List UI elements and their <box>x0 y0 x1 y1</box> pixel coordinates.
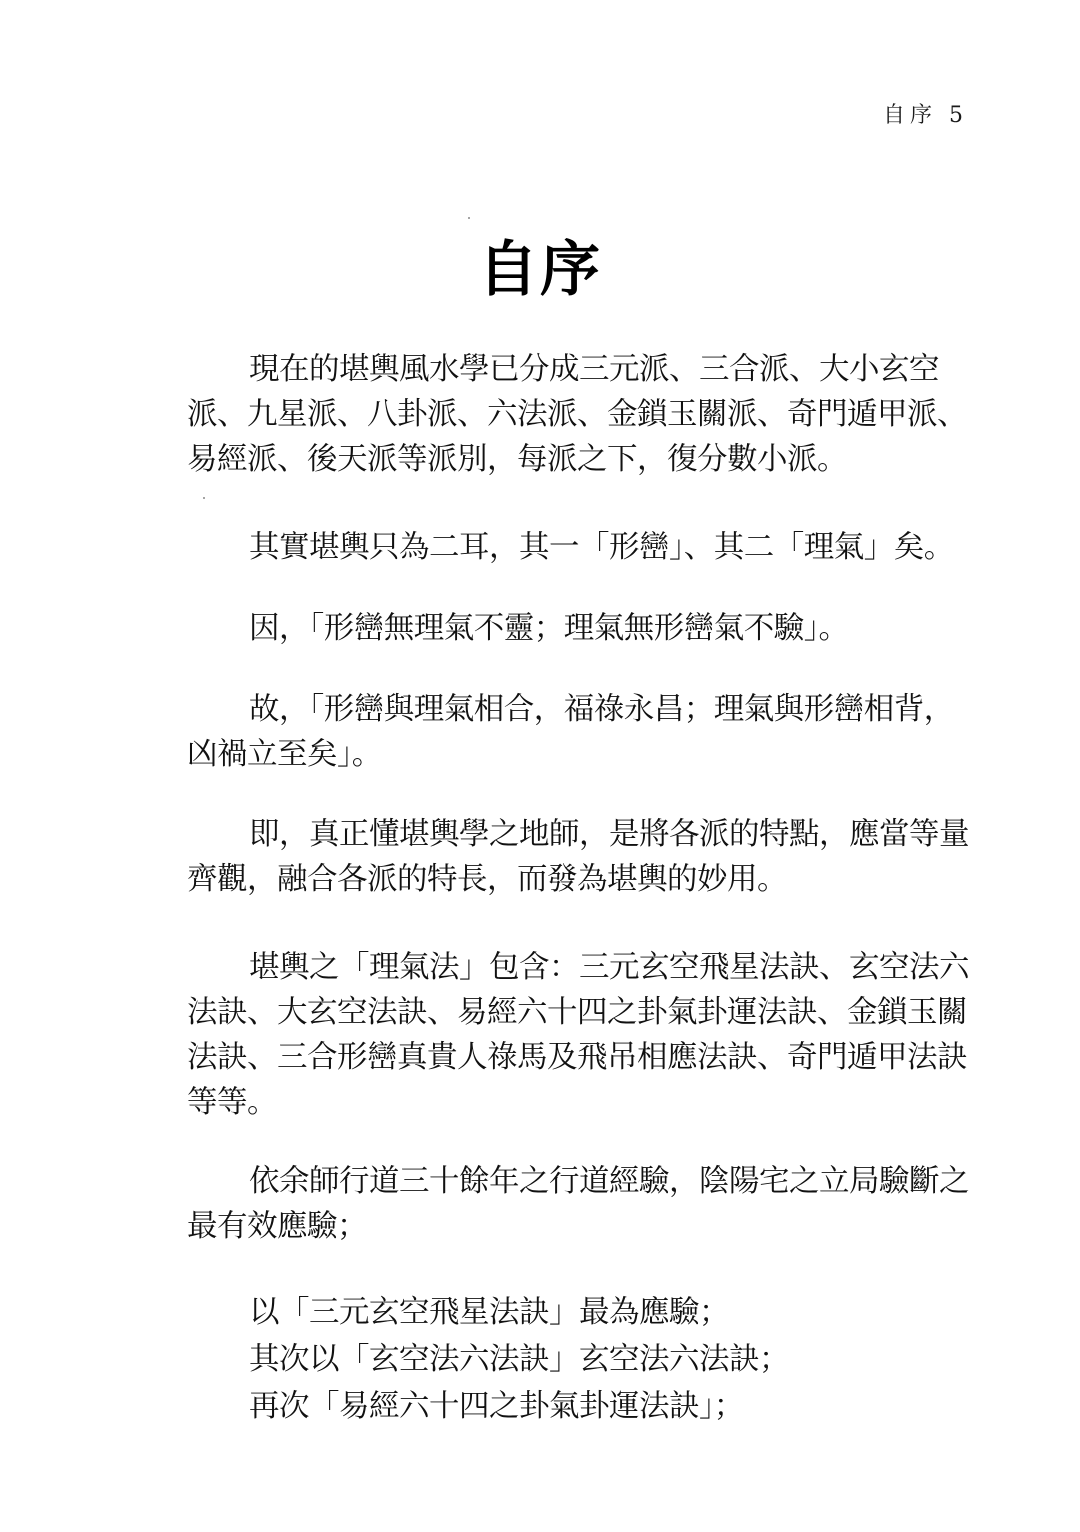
page-title: 自序 <box>478 235 602 305</box>
formula-line: 其次以「玄空法六法訣」玄空法六法訣； <box>249 1342 789 1377</box>
paragraph: 現在的堪輿風水學已分成三元派、三合派、大小玄空派、九星派、八卦派、六法派、金鎖玉關派、奇門遁甲派、易經派、後天派等派別，每派之下，復分數小派。 <box>187 352 967 477</box>
paragraph: 依余師行道三十餘年之行道經驗，陰陽宅之立局驗斷之最有效應驗； <box>187 1164 969 1244</box>
paragraph: 堪輿之「理氣法」包含：三元玄空飛星法訣、玄空法六法訣、大玄空法訣、易經六十四之卦氣卦運法訣、金鎖玉關法訣、三合形巒真貴人祿馬及飛吊相應法訣、奇門遁甲法訣等等。 <box>187 950 969 1120</box>
paragraph: 即，真正懂堪輿學之地師，是將各派的特點，應當等量齊觀，融合各派的特長，而發為堪輿的妙用。 <box>187 817 969 897</box>
paragraph: 故，「形巒與理氣相合，福祿永昌；理氣與形巒相背，凶禍立至矣」。 <box>187 692 954 772</box>
paragraph: 因，「形巒無理氣不靈；理氣無形巒氣不驗」。 <box>249 611 849 646</box>
formula-line: 以「三元玄空飛星法訣」最為應驗； <box>249 1295 729 1330</box>
scan-speck <box>203 497 205 499</box>
scan-speck <box>468 217 470 219</box>
paragraph: 其實堪輿只為二耳，其一「形巒」、其二「理氣」矣。 <box>249 530 954 565</box>
formula-line: 再次「易經六十四之卦氣卦運法訣」； <box>249 1389 744 1424</box>
running-head: 自序 5 <box>883 103 968 128</box>
